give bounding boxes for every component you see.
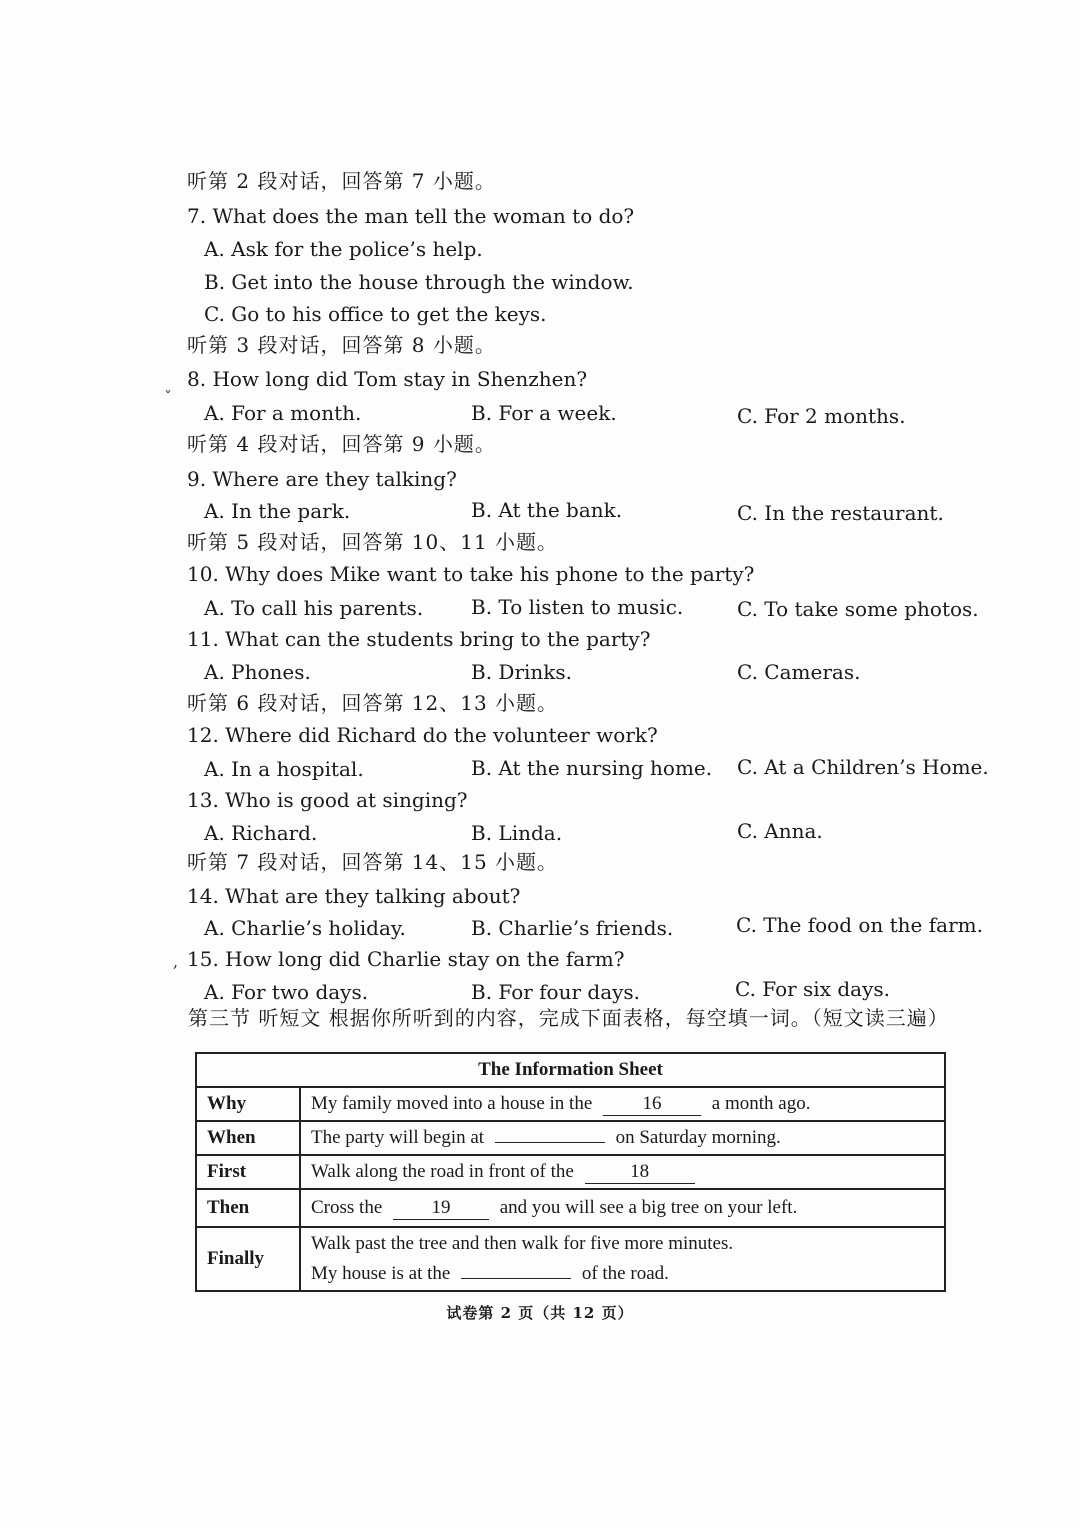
part3-heading: 第三节 听短文 根据你所听到的内容，完成下面表格，每空填一词。（短文读三遍）: [188, 1006, 949, 1030]
option-10a: A. To call his parents.: [204, 596, 424, 620]
option-15c: C. For six days.: [735, 977, 890, 1001]
option-7a: A. Ask for the police’s help.: [204, 237, 483, 261]
question-9: 9. Where are they talking?: [187, 467, 457, 491]
option-13c: C. Anna.: [737, 819, 823, 843]
row-label: Then: [196, 1189, 300, 1227]
answer-blank-16[interactable]: 16: [603, 1093, 701, 1116]
section-heading-2: 听第 2 段对话，回答第 7 小题。: [187, 169, 496, 193]
question-10: 10. Why does Mike want to take his phone to the party?: [187, 562, 755, 586]
question-7: 7. What does the man tell the woman to do?: [187, 204, 635, 228]
option-11c: C. Cameras.: [737, 660, 861, 684]
row-text-line1: Walk past the tree and then walk for five more minutes.: [311, 1233, 734, 1254]
option-7c: C. Go to his office to get the keys.: [204, 302, 547, 326]
option-12a: A. In a hospital.: [204, 757, 364, 781]
pen-mark: ,: [173, 952, 179, 971]
row-text-pre: Walk along the road in front of the: [311, 1160, 574, 1182]
section-heading-6: 听第 6 段对话，回答第 12、13 小题。: [187, 691, 559, 715]
answer-blank-20[interactable]: [461, 1278, 571, 1279]
option-14b: B. Charlie’s friends.: [471, 916, 674, 940]
option-7b: B. Get into the house through the window.: [204, 270, 634, 294]
option-12c: C. At a Children’s Home.: [737, 755, 989, 779]
information-sheet-table: [195, 1052, 946, 1292]
row-label: Why: [196, 1087, 300, 1121]
row-text-post: a month ago.: [711, 1092, 811, 1114]
option-11b: B. Drinks.: [471, 660, 573, 684]
row-content: [300, 1155, 945, 1189]
row-label: When: [196, 1121, 300, 1155]
row-text-post: of the road.: [581, 1263, 669, 1284]
answer-blank-17[interactable]: [495, 1142, 605, 1143]
option-10b: B. To listen to music.: [471, 595, 684, 619]
option-15b: B. For four days.: [471, 980, 641, 1004]
row-label: Finally: [196, 1227, 300, 1291]
row-text-pre: My house is at the: [311, 1263, 451, 1284]
answer-blank-19[interactable]: 19: [393, 1197, 489, 1220]
option-9b: B. At the bank.: [471, 498, 623, 522]
row-text-post: on Saturday morning.: [615, 1127, 781, 1148]
option-8c: C. For 2 months.: [737, 404, 906, 428]
option-8a: A. For a month.: [204, 401, 362, 425]
row-text-pre: The party will begin at: [311, 1127, 485, 1148]
table-row: [196, 1189, 945, 1227]
table-title: The Information Sheet: [196, 1053, 945, 1087]
option-14a: A. Charlie’s holiday.: [204, 916, 406, 940]
section-heading-5: 听第 5 段对话，回答第 10、11 小题。: [187, 530, 559, 554]
question-8: 8. How long did Tom stay in Shenzhen?: [187, 367, 588, 391]
answer-blank-18[interactable]: 18: [585, 1161, 695, 1184]
table-row: [196, 1155, 945, 1189]
option-12b: B. At the nursing home.: [471, 756, 713, 780]
option-14c: C. The food on the farm.: [736, 913, 983, 937]
question-12: 12. Where did Richard do the volunteer work?: [187, 723, 658, 747]
page-footer: 试卷第 2 页（共 12 页）: [446, 1304, 634, 1322]
pen-mark: ˇ: [164, 388, 172, 407]
section-heading-7: 听第 7 段对话，回答第 14、15 小题。: [187, 850, 559, 874]
row-content: [300, 1227, 945, 1291]
row-content: [300, 1087, 945, 1121]
option-10c: C. To take some photos.: [737, 597, 979, 621]
row-text-pre: My family moved into a house in the: [311, 1092, 593, 1114]
row-label: First: [196, 1155, 300, 1189]
option-9a: A. In the park.: [204, 499, 351, 523]
row-content: [300, 1121, 945, 1155]
option-13a: A. Richard.: [204, 821, 318, 845]
question-11: 11. What can the students bring to the party?: [187, 627, 651, 651]
section-heading-4: 听第 4 段对话，回答第 9 小题。: [187, 432, 496, 456]
question-15: 15. How long did Charlie stay on the farm?: [187, 947, 625, 971]
option-8b: B. For a week.: [471, 401, 617, 425]
table-row: [196, 1087, 945, 1121]
table-row: [196, 1121, 945, 1155]
row-text-post: and you will see a big tree on your left.: [499, 1196, 798, 1218]
option-11a: A. Phones.: [204, 660, 311, 684]
option-13b: B. Linda.: [471, 821, 563, 845]
table-row: [196, 1227, 945, 1291]
question-14: 14. What are they talking about?: [187, 884, 521, 908]
question-13: 13. Who is good at singing?: [187, 788, 468, 812]
option-9c: C. In the restaurant.: [737, 501, 944, 525]
row-text-pre: Cross the: [311, 1196, 383, 1218]
section-heading-3: 听第 3 段对话，回答第 8 小题。: [187, 333, 496, 357]
row-content: [300, 1189, 945, 1227]
option-15a: A. For two days.: [204, 980, 369, 1004]
